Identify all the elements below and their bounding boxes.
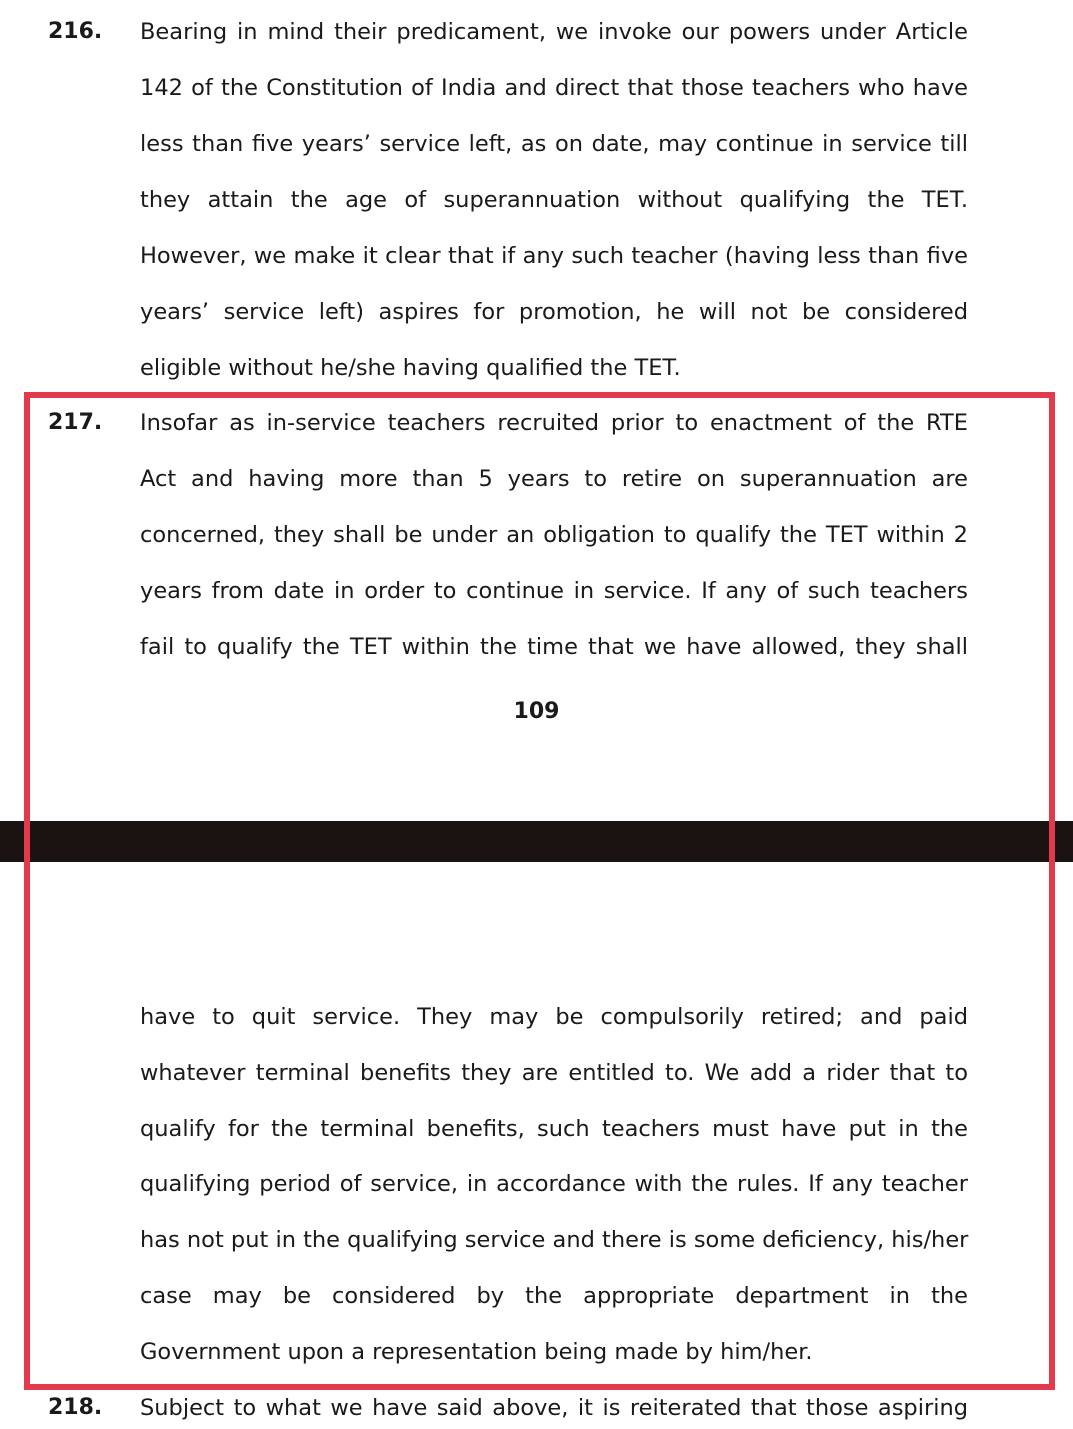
text-line: years from date in order to continue in service. If any of such teachers — [140, 578, 968, 604]
text-line: Act and having more than 5 years to retire on superannuation are — [140, 466, 968, 492]
text-line: whatever terminal benefits they are entitled to. We add a rider that to — [140, 1060, 968, 1086]
text-line: However, we make it clear that if any such teacher (having less than five — [140, 243, 968, 269]
text-line: qualifying period of service, in accordance with the rules. If any teacher — [140, 1171, 968, 1197]
text-line: Insofar as in-service teachers recruited prior to enactment of the RTE — [140, 410, 968, 436]
page-break-divider — [0, 821, 1073, 862]
text-line: Government upon a representation being made by him/her. — [140, 1339, 813, 1365]
text-line: eligible without he/she having qualified the TET. — [140, 355, 681, 381]
text-line: 142 of the Constitution of India and direct that those teachers who have — [140, 75, 968, 101]
page-number: 109 — [513, 699, 560, 724]
text-line: less than five years’ service left, as on date, may continue in service till — [140, 131, 968, 157]
text-line: years’ service left) aspires for promotion, he will not be considered — [140, 299, 968, 325]
paragraph-number: 218. — [48, 1395, 103, 1420]
text-line: qualify for the terminal benefits, such teachers must have put in the — [140, 1116, 968, 1142]
paragraph-number: 216. — [48, 19, 103, 44]
text-line: fail to qualify the TET within the time that we have allowed, they shall — [140, 634, 968, 660]
text-line: has not put in the qualifying service and there is some deficiency, his/her — [140, 1227, 969, 1253]
text-line: case may be considered by the appropriate department in the — [140, 1283, 968, 1309]
text-line: Bearing in mind their predicament, we invoke our powers under Article — [140, 19, 968, 45]
text-line: concerned, they shall be under an obligation to qualify the TET within 2 — [140, 522, 968, 548]
text-line: they attain the age of superannuation without qualifying the TET. — [140, 187, 968, 213]
text-line: have to quit service. They may be compulsorily retired; and paid — [140, 1004, 968, 1030]
text-line: Subject to what we have said above, it is reiterated that those aspiring — [140, 1395, 968, 1421]
paragraph-number: 217. — [48, 410, 103, 435]
